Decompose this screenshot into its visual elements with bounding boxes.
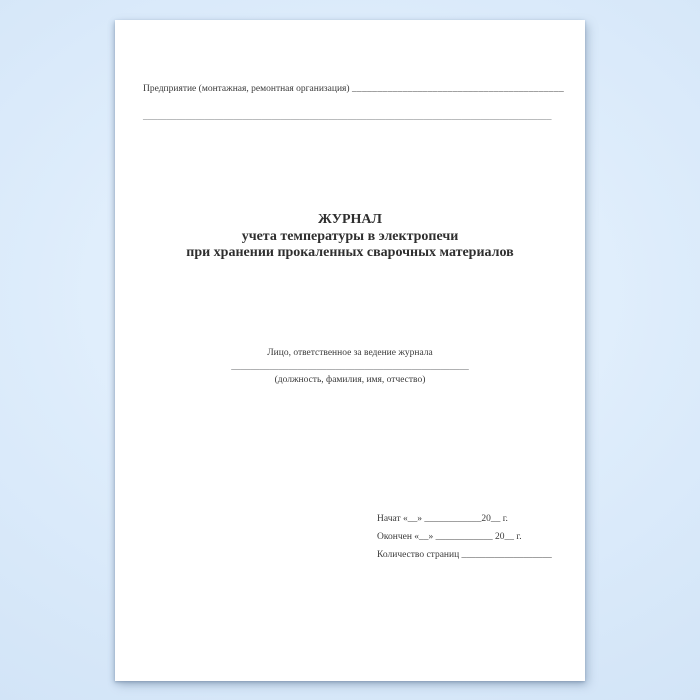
start-date-line: Начат «__» ____________20__ г. — [377, 514, 508, 524]
responsible-blank-line: __________________________________________________ — [231, 361, 469, 372]
responsible-person-block — [115, 347, 585, 388]
dates-block — [377, 510, 552, 564]
end-date-line: Окончен «__» ____________ 20__ г. — [377, 532, 522, 542]
journal-cover-page — [115, 20, 585, 681]
enterprise-blank-line-2: ______________________________________________________________________________________ — [143, 112, 552, 122]
enterprise-row — [143, 82, 564, 96]
journal-title — [115, 212, 585, 262]
page-count-line: Количество страниц ___________________ — [377, 550, 552, 560]
journal-title-line1: ЖУРНАЛ — [318, 212, 382, 227]
responsible-caption: (должность, фамилия, имя, отчество) — [274, 375, 426, 385]
journal-title-line3: при хранении прокаленных сварочных материалов — [186, 245, 514, 260]
responsible-label: Лицо, ответственное за ведение журнала — [267, 348, 433, 358]
enterprise-blank: __________________________________________ — [351, 84, 565, 94]
enterprise-label: Предприятие (монтажная, ремонтная организация) — [143, 84, 350, 94]
journal-title-line2: учета температуры в электропечи — [241, 228, 459, 244]
